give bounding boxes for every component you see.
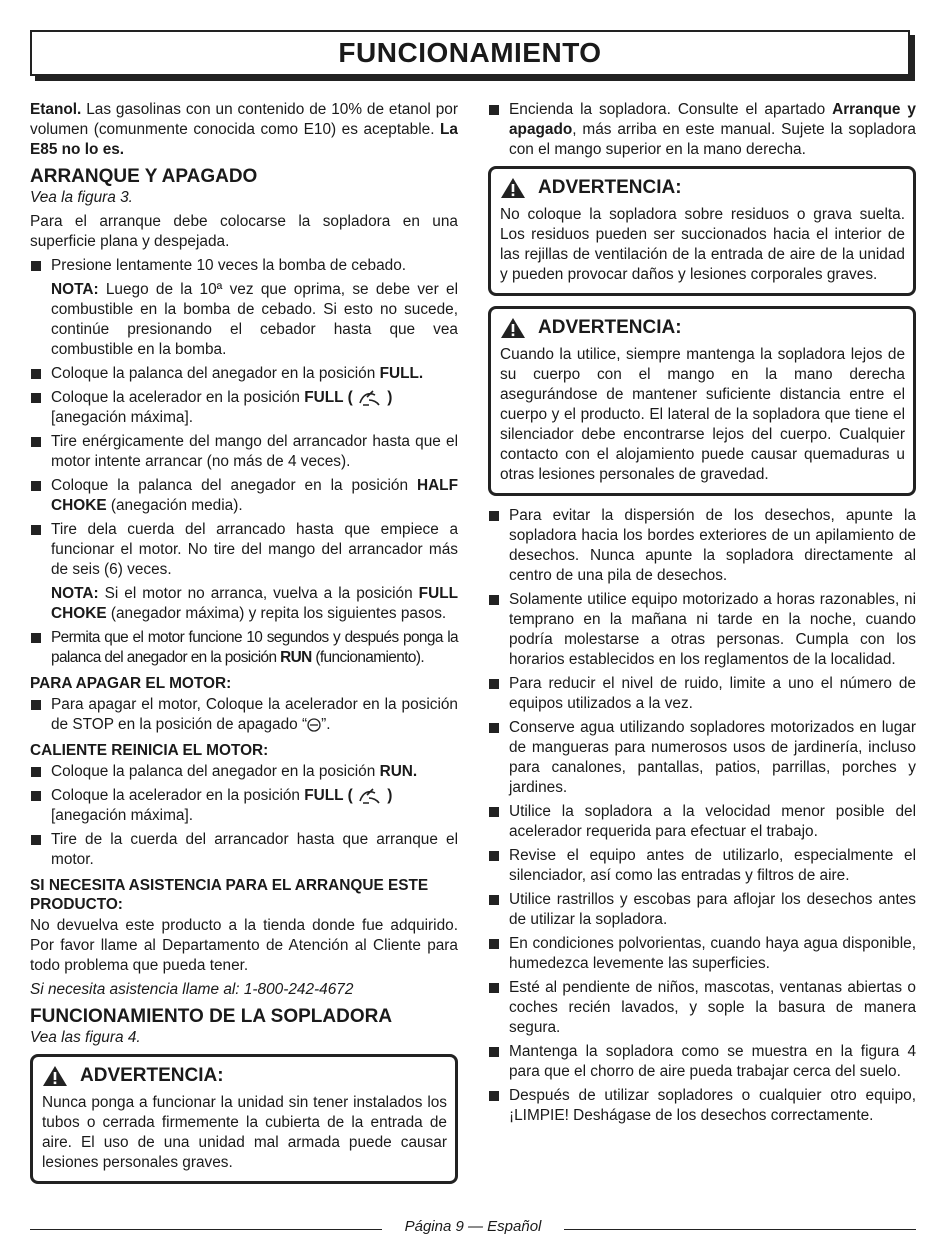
caliente-list: [30, 762, 458, 870]
warning-box: [488, 306, 916, 496]
warning-title: ADVERTENCIA:: [80, 1065, 224, 1087]
choke-symbol-icon: [357, 786, 383, 806]
apagar-list: [30, 695, 458, 735]
item-text: Coloque la acelerador en la posición: [51, 787, 305, 805]
paren-close: ): [383, 389, 393, 407]
section-arranque-title: ARRANQUE Y APAGADO: [30, 166, 258, 187]
note-bold: FULL CHOKE: [51, 585, 458, 623]
warning-text: Cuando la utilice, siempre mantenga la sopladora lejos de su cuerpo con el mango en la mano derecha asegurándose de mantener suficiente distancia entre el cuerpo y el producto. El lateral de la sopladora que tiene el silenciador debe encontrarse lejos del cuerpo. Cualquier contacto con el alojamiento puede causar quemaduras u otras lesiones personales de gravedad.: [500, 346, 905, 483]
caliente-title: CALIENTE REINICIA EL MOTOR:: [30, 742, 269, 760]
item-rest: (funcionamiento).: [311, 649, 425, 667]
note-rest: (anegador máxima) y repita los siguientes pasos.: [106, 605, 447, 623]
assistance-phone: Si necesita asistencia llame al: 1-800-242-4672: [30, 981, 354, 999]
item-rest: [anegación máxima].: [51, 409, 194, 427]
warning-header: [500, 317, 905, 339]
item-text: Coloque la palanca del anegador en la posición: [51, 365, 380, 382]
list-item: Solamente utilice equipo motorizado a horas razonables, ni temprano en la mañana ni tarde en la noche, cuando podría molestarse a otras personas. Cumpla con los horarios establecidos en los reglamentos de la localidad.: [488, 590, 916, 670]
list-item: Presione lentamente 10 veces la bomba de cebado.: [30, 256, 458, 276]
paren-open: (: [343, 389, 357, 407]
warning-box: [30, 1054, 458, 1184]
list-item: Para evitar la dispersión de los desechos, apunte la sopladora hacia los bordes exteriores de un apilamiento de desechos. Nunca apunte la sopladora directamente al centro de una pila de desechos.: [488, 506, 916, 586]
ethanol-paragraph: [30, 100, 458, 160]
warning-title: ADVERTENCIA:: [538, 317, 682, 338]
warning-header: [42, 1065, 447, 1087]
section-sopladora-ref: Vea las figura 4.: [30, 1029, 141, 1047]
list-item: [30, 786, 458, 826]
page-title-box: [30, 30, 910, 76]
item-rest: (anegación media).: [106, 497, 243, 515]
note-text: Si el motor no arranca, vuelva a la posición: [98, 585, 419, 603]
list-item: [30, 628, 458, 668]
ethanol-text: Las gasolinas con un contenido de 10% de etanol por volumen (comunmente conocida como E10) es aceptable.: [30, 101, 458, 138]
warning-header: [500, 177, 905, 199]
warning-title: ADVERTENCIA:: [538, 177, 682, 198]
item-rest: , más arriba en este manual. Sujete la sopladora con el mango superior en la mano derecha.: [509, 121, 916, 158]
item-bold: FULL: [304, 389, 344, 407]
list-item: Mantenga la sopladora como se muestra en la figura 4 para que el chorro de aire pueda trabajar cerca del suelo.: [488, 1042, 916, 1082]
safety-list: [488, 506, 916, 1126]
arranque-intro: Para el arranque debe colocarse la sopladora en una superficie plana y despejada.: [30, 213, 458, 250]
list-item: [488, 100, 916, 160]
right-column: [488, 100, 916, 1130]
list-item: Revise el equipo antes de utilizarlo, especialmente el silenciador, así como las entradas y filtros de aire.: [488, 846, 916, 886]
list-item: [30, 388, 458, 428]
page-number: Página 9 — Español: [404, 1218, 542, 1235]
item-bold: FULL.: [379, 365, 424, 382]
list-item: Para reducir el nivel de ruido, limite a uno el número de equipos utilizados a la vez.: [488, 674, 916, 714]
list-item: Tire dela cuerda del arrancado hasta que empiece a funcionar el motor. No tire del mango del arrancador más de seis (6) veces.: [30, 520, 458, 580]
note-text: Luego de la 10ª vez que oprima, se debe ver el combustible en la bomba de cebado. Si esto no sucede, continúe presionando el cebador hasta que vea combustible en la bomba.: [51, 281, 458, 358]
choke-symbol-icon: [357, 388, 383, 408]
item-bold: RUN.: [379, 763, 418, 781]
section-sopladora-title: FUNCIONAMIENTO DE LA SOPLADORA: [30, 1006, 393, 1028]
note-2: [30, 584, 458, 624]
ethanol-label: Etanol.: [30, 101, 82, 118]
warning-triangle-icon: [500, 317, 526, 339]
asistencia-text: No devuelva este producto a la tienda donde fue adquirido. Por favor llame al Departamento de Atención al Cliente para todo problema que pueda tener.: [30, 917, 458, 975]
item-end: ”.: [321, 716, 331, 734]
left-column: [30, 100, 458, 1194]
page-footer: [30, 1218, 916, 1238]
warning-text: Nunca ponga a funcionar la unidad sin tener instalados los tubos o cerrada firmemente la cubierta de la entrada de aire. El uso de una unidad mal armada puede causar lesiones personales graves.: [42, 1094, 447, 1172]
warning-box: [488, 166, 916, 296]
warning-triangle-icon: [500, 177, 526, 199]
item-bold: FULL: [304, 787, 344, 805]
note-label: NOTA:: [51, 585, 99, 603]
list-item: Esté al pendiente de niños, mascotas, ventanas abiertas o coches recién lavados, y sople la basura de manera segura.: [488, 978, 916, 1038]
item-text: Encienda la sopladora. Consulte el apartado: [509, 101, 833, 118]
list-item: [30, 364, 458, 384]
right-top-list: [488, 100, 916, 160]
note-1: [30, 280, 458, 360]
list-item: Después de utilizar sopladores o cualquier otro equipo, ¡LIMPIE! Deshágase de los desechos correctamente.: [488, 1086, 916, 1126]
item-text: Permita que el motor funcione 10 segundos y después ponga la palanca del anegador en la posición: [51, 629, 458, 667]
list-item: Tire enérgicamente del mango del arrancador hasta que el motor intente arrancar (no más de 4 veces).: [30, 432, 458, 472]
list-item: Utilice rastrillos y escobas para aflojar los desechos antes de utilizar la sopladora.: [488, 890, 916, 930]
item-text: Para apagar el motor, Coloque la acelerador en la posición de STOP en la posición de apagado “: [51, 696, 458, 734]
asistencia-title: SI NECESITA ASISTENCIA PARA EL ARRANQUE ESTE PRODUCTO:: [30, 877, 429, 914]
list-item: Conserve agua utilizando sopladores motorizados en lugar de mangueras para numerosos usos de jardinería, incluso para canalones, pantallas, patios, parrillas, porches y jardines.: [488, 718, 916, 798]
list-item: Utilice la sopladora a la velocidad menor posible del acelerador requerida para efectuar el trabajo.: [488, 802, 916, 842]
item-text: Coloque la palanca del anegador en la posición: [51, 477, 417, 495]
arranque-list: [30, 256, 458, 668]
list-item: [30, 695, 458, 735]
item-bold: RUN: [280, 649, 312, 667]
ethanol-e85: La E85 no lo es.: [30, 121, 458, 158]
note-label: NOTA:: [51, 281, 99, 298]
warning-text: No coloque la sopladora sobre residuos o grava suelta. Los residuos pueden ser succionados hacia el interior de las rejillas de ventilación de la entrada de aire de la unidad y pueden provocar daños y lesiones corporales graves.: [500, 206, 905, 283]
list-item: Tire de la cuerda del arrancador hasta que arranque el motor.: [30, 830, 458, 870]
page-title: FUNCIONAMIENTO: [338, 37, 602, 68]
paren-open: (: [343, 787, 357, 805]
warning-triangle-icon: [42, 1065, 68, 1087]
item-bold: HALF CHOKE: [51, 477, 458, 515]
item-text: Coloque la acelerador en la posición: [51, 389, 305, 407]
list-item: [30, 762, 458, 782]
item-text: Coloque la palanca del anegador en la posición: [51, 763, 380, 781]
section-arranque-ref: Vea la figura 3.: [30, 189, 133, 206]
list-item: [30, 476, 458, 516]
item-rest: [anegación máxima].: [51, 807, 194, 825]
list-item: En condiciones polvorientas, cuando haya agua disponible, humedezca levemente las superficies.: [488, 934, 916, 974]
apagar-title: PARA APAGAR EL MOTOR:: [30, 675, 232, 693]
item-bold: Arranque y apagado: [509, 101, 916, 138]
stop-symbol-icon: [307, 718, 321, 732]
paren-close: ): [383, 787, 393, 805]
